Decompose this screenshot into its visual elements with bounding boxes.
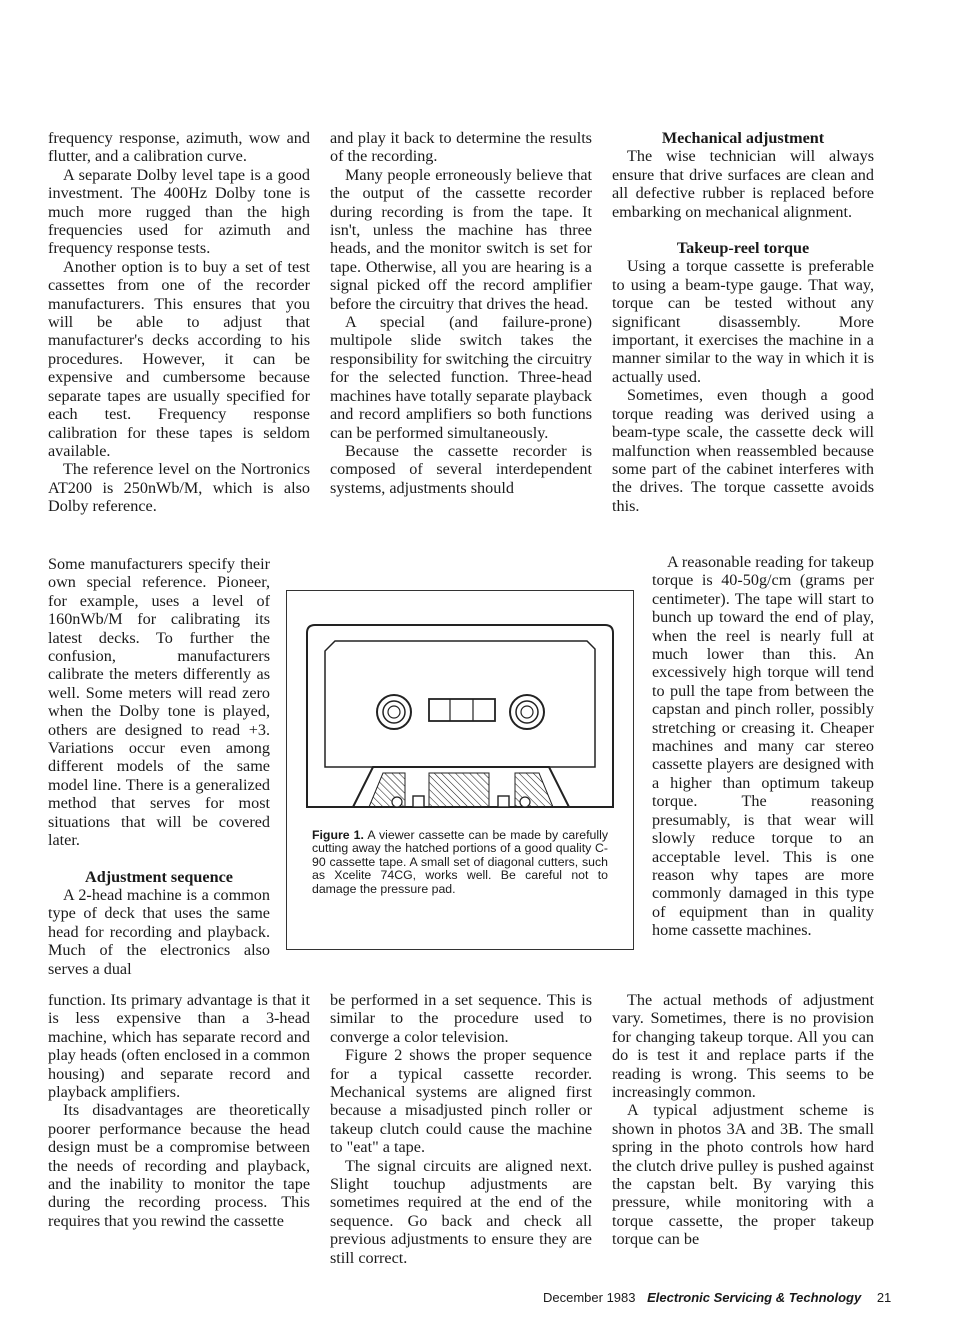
paragraph: Another option is to buy a set of test cassettes from one of the recorder manufacturers. This ensures that you will be able to adjust that manufacturer's decks according to his procedures. However, it can be expensive and cumbersome because separate tapes are usually specified for each test. Frequency response calibration for these tapes is seldom available. <box>48 257 310 460</box>
footer-date: December 1983 <box>543 1290 636 1305</box>
column-3-top <box>612 129 874 515</box>
paragraph: Because the cassette recorder is composed of several interdependent systems, adjustments should <box>330 441 592 497</box>
paragraph: The signal circuits are aligned next. Slight touchup adjustments are sometimes required at the end of the sequence. Go back and check all previous adjustments to ensure they are still correct. <box>330 1156 592 1267</box>
figure-label: Figure 1. <box>312 828 364 842</box>
paragraph: be performed in a set sequence. This is similar to the procedure used to converge a color television. <box>330 991 592 1046</box>
paragraph: Its disadvantages are theoretically poorer performance because the head design must be a compromise between the needs of recording and playback, and the inability to monitor the tape during the recording process. This requires that you rewind the cassette <box>48 1101 310 1230</box>
paragraph: function. Its primary advantage is that it is less expensive than a 3-head machine, which has separate record and play heads (often enclosed in a common housing) and separate record and playback amplifiers. <box>48 991 310 1102</box>
paragraph: A 2-head machine is a common type of deck that uses the same head for recording and playback. Much of the electronics also serves a dual <box>48 885 270 978</box>
figure-1 <box>286 590 634 950</box>
page-number: 21 <box>876 1290 892 1305</box>
paragraph: A separate Dolby level tape is a good investment. The 400Hz Dolby tone is much more rugged than the high frequencies used for azimuth and frequency response tests. <box>48 165 310 258</box>
paragraph: A reasonable reading for takeup torque is 40-50g/cm (grams per centimeter). The tape will start to bunch up toward the end of play, when the reel is nearly full at much lower than this. An excessively high torque will tend to pull the tape from between the capstan and pinch roller, possibly stretching or creasing it. Cheaper machines and many car stereo cassette players are designed with a higher than optimum takeup torque. The reasoning presumably, is that wear will slowly reduce torque to an acceptable level. This is one reason why tapes are more commonly damaged in this type of equipment than in quality home cassette machines. <box>652 553 874 940</box>
paragraph: Figure 2 shows the proper sequence for a typical cassette recorder. Mechanical systems are aligned first because a misadjusted pinch roller or takeup clutch could cause the machine to "eat" a tape. <box>330 1046 592 1157</box>
column-2-bottom <box>330 991 592 1267</box>
column-2-top <box>330 129 592 497</box>
paragraph: Some manufacturers specify their own special reference. Pioneer, for example, uses a level of 160nWb/M for calibrating its latest decks. To further the confusion, manufacturers calibrate the meters differently as well. Some meters will read zero when the Dolby tone is played, others are designed to read +3. Variations occur even among different models of the same model line. There is a generalized method that serves for most situations that will be covered later. <box>48 555 270 850</box>
paragraph: Using a torque cassette is preferable to using a beam-type gauge. That way, torque can be tested without any significant disassembly. More important, it exercises the machine in a manner similar to the way in which it is actually used. <box>612 257 874 386</box>
right-reel-icon <box>510 695 544 729</box>
paragraph: Sometimes, even though a good torque reading was derived using a beam-type scale, the cassette deck will malfunction when reassembled because some part of the cabinet interferes with the drives. The torque cassette avoids this. <box>612 386 874 515</box>
paragraph: The actual methods of adjustment vary. Sometimes, there is no provision for changing takeup torque. All you can do is test it and replace parts if the reading is wrong. This seems to be increasingly common. <box>612 991 874 1102</box>
section-heading-takeup-reel-torque: Takeup-reel torque <box>676 239 810 258</box>
paragraph: The reference level on the Nortronics AT200 is 250nWb/M, which is also Dolby reference. <box>48 460 310 516</box>
page-footer <box>543 1290 903 1305</box>
section-heading-mechanical-adjustment: Mechanical adjustment <box>661 129 825 147</box>
figure-caption <box>312 829 608 896</box>
paragraph: Many people erroneously believe that the output of the cassette recorder during recording is from the tape. It isn't, unless the machine has three heads, and the monitor switch is set for tape. Otherwise, all you are hearing is a signal picked off the record amplifier before the circuitry that drives the head. <box>330 165 592 313</box>
cassette-illustration <box>287 591 633 827</box>
footer-magazine-title: Electronic Servicing & Technology <box>647 1290 862 1305</box>
column-3-middle <box>652 553 874 940</box>
paragraph: and play it back to determine the results of the recording. <box>330 129 592 166</box>
paragraph: The wise technician will always ensure that drive surfaces are clean and all defective rubber is replaced before embarking on mechanical alignment. <box>612 147 874 221</box>
section-heading-adjustment-sequence: Adjustment sequence <box>85 867 233 886</box>
column-3-bottom <box>612 991 874 1249</box>
left-reel-icon <box>377 695 411 729</box>
paragraph: A typical adjustment scheme is shown in photos 3A and 3B. The small spring in the photo controls how hard the clutch drive pulley is pushed against the capstan belt. By varying this pressure, while monitoring with a torque cassette, the proper takeup torque can be <box>612 1101 874 1249</box>
column-1-bottom <box>48 991 310 1230</box>
figure-caption-text: A viewer cassette can be made by carefully cutting away the hatched portions of a good quality C-90 cassette tape. A small set of diagonal cutters, such as Xcelite 74CG, works well. Be careful not to damage the pressure pad. <box>312 828 608 896</box>
paragraph: A special (and failure-prone) multipole slide switch takes the responsibility for switching the circuitry for the selected function. Three-head machines have totally separate playback and record amplifiers so both functions can be performed simultaneously. <box>330 313 592 442</box>
column-1-top <box>48 129 310 516</box>
paragraph: frequency response, azimuth, wow and flutter, and a calibration curve. <box>48 129 310 166</box>
column-1-middle <box>48 555 270 978</box>
